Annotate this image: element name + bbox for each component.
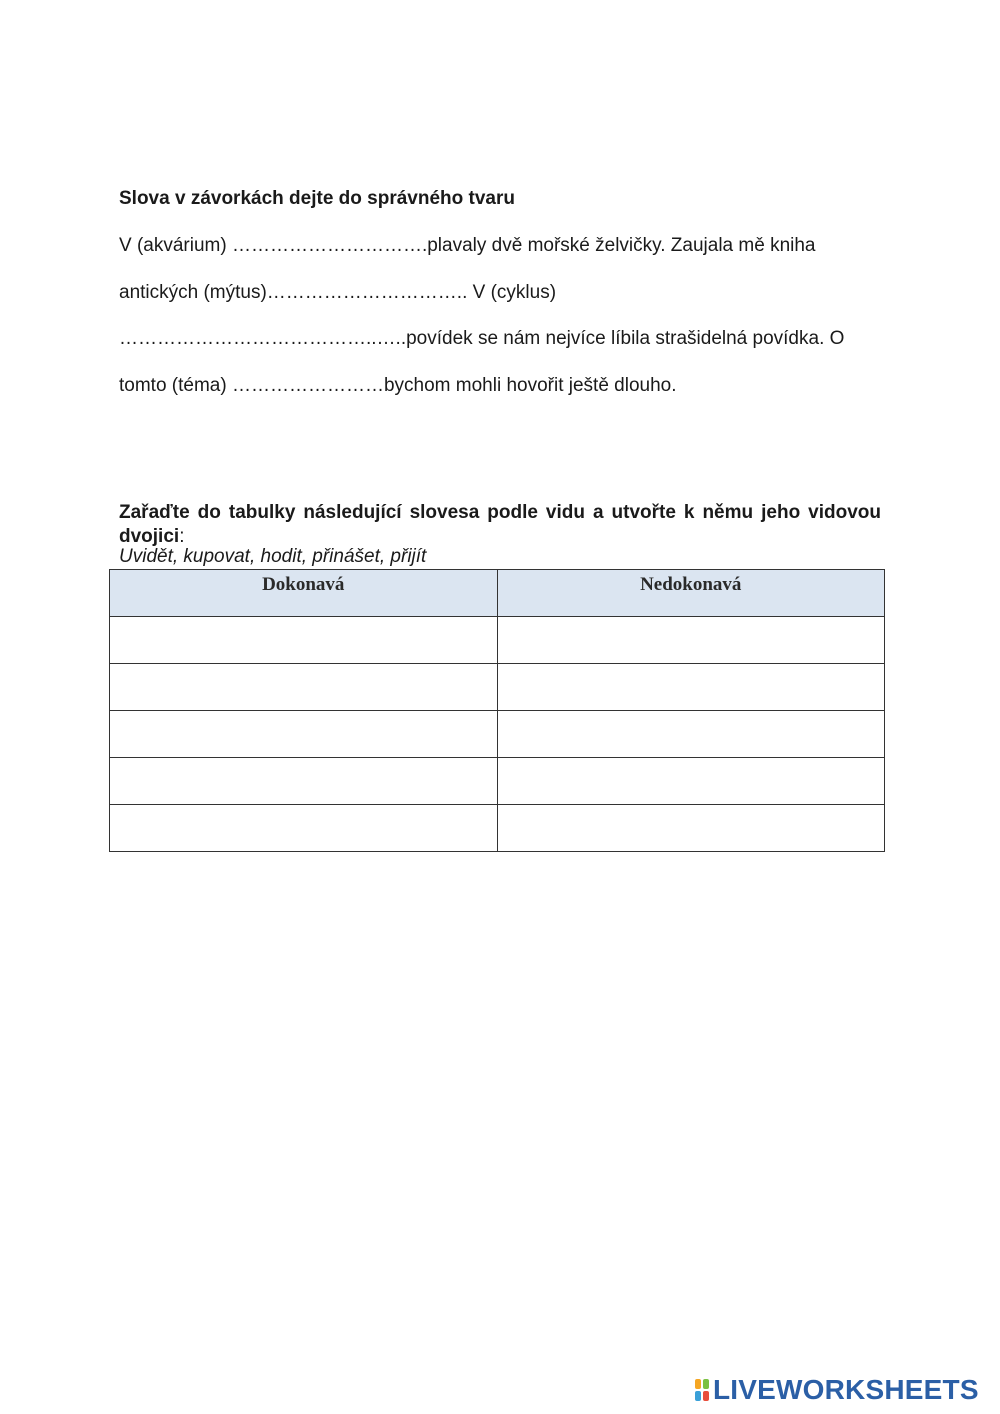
answer-cell-imperfective[interactable]	[497, 617, 885, 664]
column-header-imperfective: Nedokonavá	[497, 570, 885, 617]
table-row	[110, 758, 885, 805]
answer-cell-perfective[interactable]	[110, 711, 498, 758]
table-header-row	[110, 570, 885, 617]
answer-cell-perfective[interactable]	[110, 617, 498, 664]
answer-cell-imperfective[interactable]	[497, 711, 885, 758]
answer-cell-imperfective[interactable]	[497, 758, 885, 805]
answer-cell-perfective[interactable]	[110, 805, 498, 852]
verb-table	[109, 569, 885, 852]
logo-text: LIVEWORKSHEETS	[713, 1374, 979, 1405]
liveworksheets-logo[interactable]	[694, 1376, 979, 1404]
answer-cell-imperfective[interactable]	[497, 805, 885, 852]
section2-heading-text: Zařaďte do tabulky následující slovesa podle vidu a utvořte k němu jeho vidovou dvojici	[119, 502, 881, 547]
answer-cell-perfective[interactable]	[110, 664, 498, 711]
section1-heading: Slova v závorkách dejte do správného tvaru	[119, 188, 515, 209]
verb-list: Uvidět, kupovat, hodit, přinášet, přijít	[119, 546, 427, 567]
table-row	[110, 711, 885, 758]
table-row	[110, 617, 885, 664]
table-row	[110, 664, 885, 711]
exercise-line-2: antických (mýtus)………………………….. V (cyklus)	[119, 282, 557, 303]
exercise-line-4: tomto (téma) ……………………bychom mohli hovořit ještě dlouho.	[119, 375, 677, 396]
section2-heading	[119, 501, 881, 549]
liveworksheets-logo-icon	[694, 1378, 710, 1402]
column-header-perfective: Dokonavá	[110, 570, 498, 617]
section2-heading-colon: :	[179, 526, 185, 547]
table-row	[110, 805, 885, 852]
exercise-line-1: V (akvárium) ………………………….plavaly dvě mořské želvičky. Zaujala mě kniha	[119, 235, 816, 256]
answer-cell-imperfective[interactable]	[497, 664, 885, 711]
exercise-line-3: …………………………………..…..povídek se nám nejvíce líbila strašidelná povídka. O	[119, 328, 845, 349]
answer-cell-perfective[interactable]	[110, 758, 498, 805]
